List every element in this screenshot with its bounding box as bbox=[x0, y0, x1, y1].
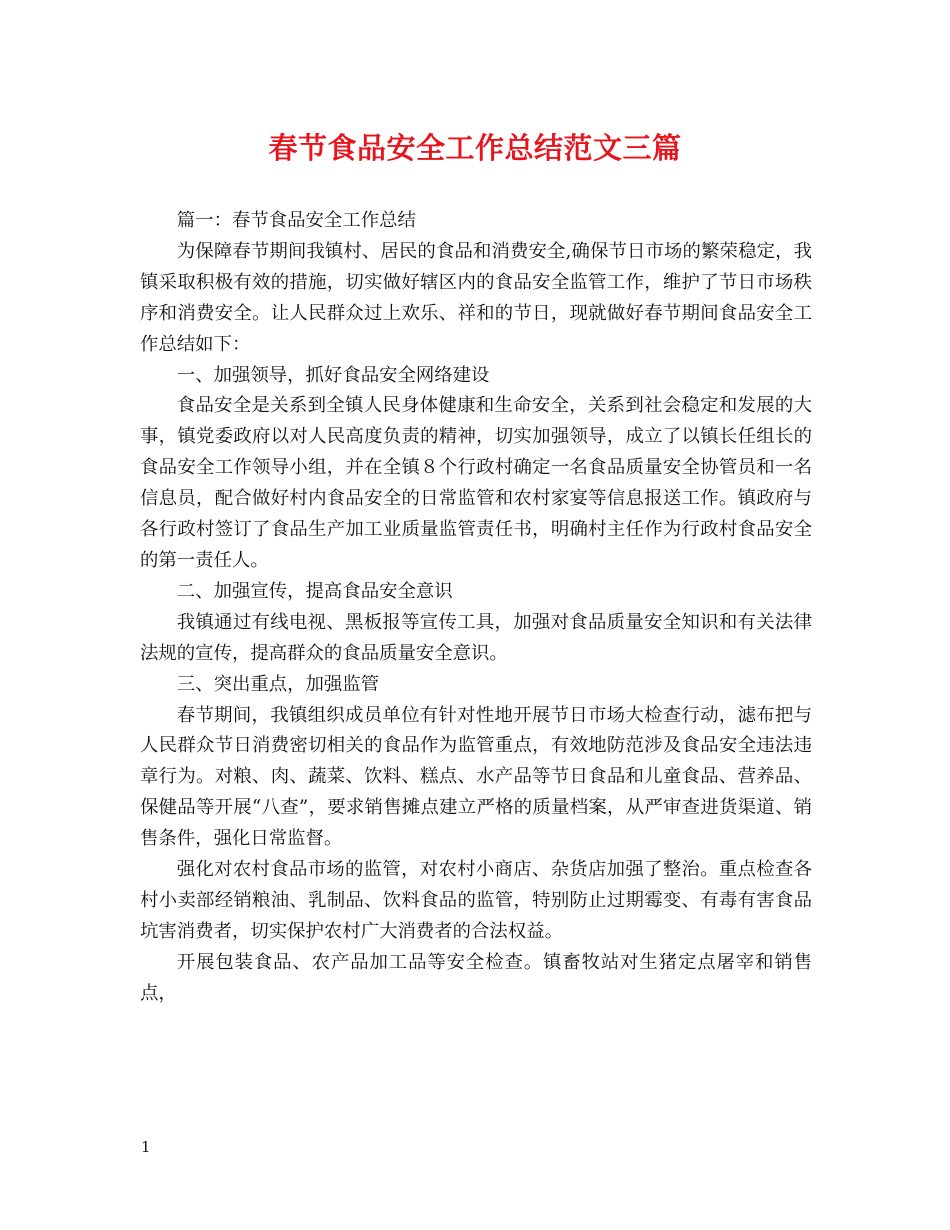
body-paragraph: 春节期间，我镇组织成员单位有针对性地开展节日市场大检查行动，滤布把与人民群众节日消费密切相关的食品作为监管重点，有效地防范涉及食品安全违法违章行为。对粮、肉、蔬菜、饮料、糕点、水产品等节日食品和儿童食品、营养品、保健品等开展“八查”，要求销售摊点建立严格的质量档案，从严审查进货渠道、销售条件，强化日常监督。 bbox=[140, 704, 812, 850]
body-paragraph: 为保障春节期间我镇村、居民的食品和消费安全,确保节日市场的繁荣稳定，我镇采取积极有效的措施，切实做好辖区内的食品安全监管工作，维护了节日市场秩序和消费安全。让人民群众过上欢乐、祥和的节日，现就做好春节期间食品安全工作总结如下： bbox=[140, 240, 812, 355]
section-heading-part-one: 篇一：春节食品安全工作总结 bbox=[176, 210, 416, 231]
body-paragraph: 开展包装食品、农产品加工品等安全检查。镇畜牧站对生猪定点屠宰和销售点， bbox=[140, 951, 812, 1004]
section-heading-1: 一、加强领导，抓好食品安全网络建设 bbox=[176, 364, 490, 386]
body-paragraph: 我镇通过有线电视、黑板报等宣传工具，加强对食品质量安全知识和有关法律法规的宣传，提高群众的食品质量安全意识。 bbox=[140, 611, 812, 664]
section-heading-3: 三、突出重点，加强监管 bbox=[176, 673, 380, 695]
body-paragraph: 强化对农村食品市场的监管，对农村小商店、杂货店加强了整治。重点检查各村小卖部经销粮油、乳制品、饮料食品的监管，特别防止过期霉变、有毒有害食品坑害消费者，切实保护农村广大消费者的合法权益。 bbox=[140, 859, 812, 942]
document-body bbox=[140, 206, 812, 1010]
document-title: 春节食品安全工作总结范文三篇 bbox=[268, 131, 682, 165]
page-number: 1 bbox=[141, 1138, 151, 1156]
section-heading-2: 二、加强宣传，提高食品安全意识 bbox=[176, 580, 453, 602]
body-paragraph: 食品安全是关系到全镇人民身体健康和生命安全，关系到社会稳定和发展的大事，镇党委政府以对人民高度负责的精神，切实加强领导，成立了以镇长任组长的食品安全工作领导小组，并在全镇８个行政村确定一名食品质量安全协管员和一名信息员，配合做好村内食品安全的日常监管和农村家宴等信息报送工作。镇政府与各行政村签订了食品生产加工业质量监管责任书，明确村主任作为行政村食品安全的第一责任人。 bbox=[140, 395, 812, 571]
